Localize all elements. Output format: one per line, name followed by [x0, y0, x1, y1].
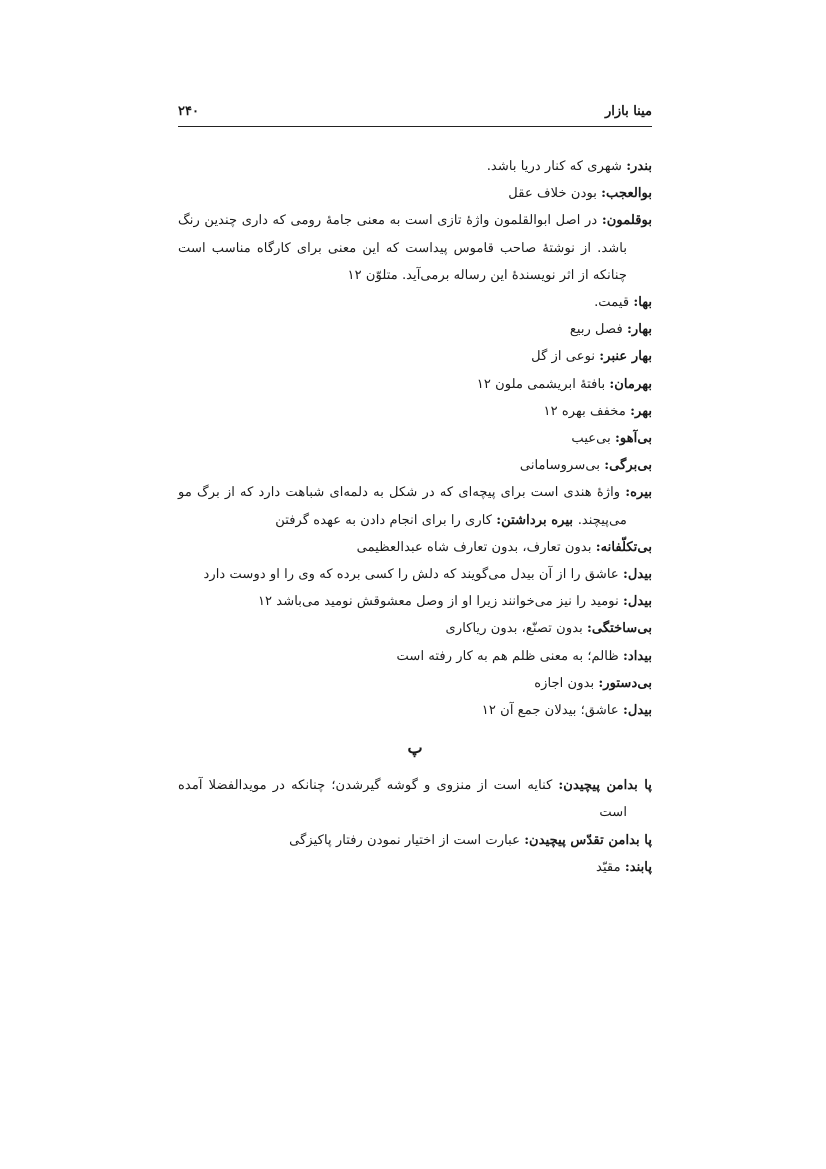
entry-definition: شهری که کنار دریا باشد. — [486, 159, 627, 174]
entry-term: بی‌برگی: — [604, 458, 652, 474]
glossary-entry — [178, 343, 652, 370]
page-header — [178, 100, 652, 127]
entry-term: بیدل: — [622, 703, 652, 719]
entry-term: بی‌دستور: — [598, 675, 652, 691]
entry-term: بهار عنبر: — [599, 349, 652, 365]
entry-definition: بدون تعارف، بدون تعارف شاه عبدالعظیمی — [356, 539, 596, 555]
entry-term: بیداد: — [623, 648, 652, 664]
entry-definition: ظالم؛ به معنی ظلم هم به کار رفته است — [396, 648, 624, 664]
entry-term: پا بدامن پیچیدن: — [558, 778, 652, 794]
entry-definition: بودن خلاف عقل — [508, 186, 602, 202]
glossary-entry — [178, 371, 652, 398]
glossary-entry — [178, 534, 652, 561]
entry-term: پا بدامن تقدّس پیچیدن: — [524, 832, 652, 848]
entry-definition: واژهٔ هندی است برای پیچه‌ای که در شکل به دلمه‌ای شباهت دارد که از برگ مو می‌پیچند. — [178, 485, 627, 528]
glossary-entries-section-2 — [178, 772, 652, 881]
glossary-entry — [178, 588, 652, 615]
entry-term: بی‌تکلّفانه: — [595, 539, 652, 555]
entry-term: بوقلمون: — [601, 213, 652, 229]
entry-definition: بافتهٔ ابریشمی ملون ۱۲ — [476, 376, 610, 392]
entry-term: بوالعجب: — [601, 186, 652, 202]
glossary-entry — [178, 670, 652, 697]
entry-term: بیره: — [625, 485, 652, 501]
entry-definition: بی‌سروسامانی — [519, 458, 605, 474]
entry-definition: بی‌عیب — [571, 431, 616, 447]
entry-term: بهار: — [626, 322, 652, 338]
entry-term: بی‌آهو: — [615, 431, 652, 447]
glossary-entry — [178, 561, 652, 588]
glossary-entry — [178, 425, 652, 452]
page — [178, 100, 652, 881]
entry-definition: عبارت است از اختیار نمودن رفتار پاکیزگی — [289, 832, 525, 848]
entry-definition: مخفف بهره ۱۲ — [543, 403, 631, 419]
entry-definition: فصل ربیع — [569, 322, 627, 338]
entry-term: بیدل: — [622, 594, 652, 610]
entry-definition: عاشق را از آن بیدل می‌گویند که دلش را کسی برده که وی را او دوست دارد — [203, 567, 623, 583]
entry-term: بی‌ساختگی: — [586, 621, 652, 637]
entry-term: بهرمان: — [609, 376, 652, 392]
entry-term: بیدل: — [622, 567, 652, 583]
entry-term: پابند: — [624, 859, 652, 875]
entry-term: بندر: — [626, 159, 652, 174]
glossary-entry — [178, 207, 652, 289]
section-heading-letter: پ — [407, 738, 423, 758]
entry-definition: بدون تصنّع، بدون ریاکاری — [445, 621, 587, 637]
glossary-entry — [178, 827, 652, 854]
entry-definition: قیمت. — [594, 295, 634, 311]
glossary-entry — [178, 697, 652, 724]
glossary-entry — [178, 854, 652, 881]
glossary-entries — [178, 153, 652, 724]
entry-subdefinition: کاری را برای انجام دادن به عهده گرفتن — [275, 512, 497, 528]
page-number: ۲۴۰ — [178, 104, 199, 119]
entry-definition: کنایه است از منزوی و گوشه گیرشدن؛ چنانکه در مویدالفضلا آمده است — [178, 778, 627, 821]
entry-definition: عاشق؛ بیدلان جمع آن ۱۲ — [481, 703, 623, 719]
glossary-entry — [178, 772, 652, 826]
entry-definition: نوعی از گل — [531, 349, 600, 365]
glossary-entry — [178, 316, 652, 343]
glossary-entry — [178, 615, 652, 642]
entry-definition: در اصل ابوالقلمون واژهٔ تازی است به معنی جامهٔ رومی که داری چندین رنگ باشد. از نوشتهٔ صاحب قاموس پیداست که این معنی برای کارگاه مناسب است چنانکه از اثر نویسندهٔ این رساله برمی‌آید. متلوّن ۱۲ — [178, 213, 627, 283]
glossary-entry — [178, 398, 652, 425]
running-title: مینا بازار — [604, 104, 652, 119]
entry-definition: نومید را نیز می‌خوانند زیرا او از وصل معشوقش نومید می‌باشد ۱۲ — [257, 594, 623, 610]
entry-term: بها: — [633, 295, 652, 311]
glossary-entry — [178, 452, 652, 479]
glossary-entry — [178, 643, 652, 670]
glossary-entry — [178, 479, 652, 533]
glossary-entry — [178, 289, 652, 316]
entry-definition: مقیّد — [596, 859, 625, 875]
glossary-entry — [178, 153, 652, 180]
entry-subterm: بیره برداشتن: — [496, 512, 578, 528]
glossary-entry — [178, 180, 652, 207]
entry-term: بهر: — [630, 403, 652, 419]
entry-definition: بدون اجازه — [534, 675, 599, 691]
